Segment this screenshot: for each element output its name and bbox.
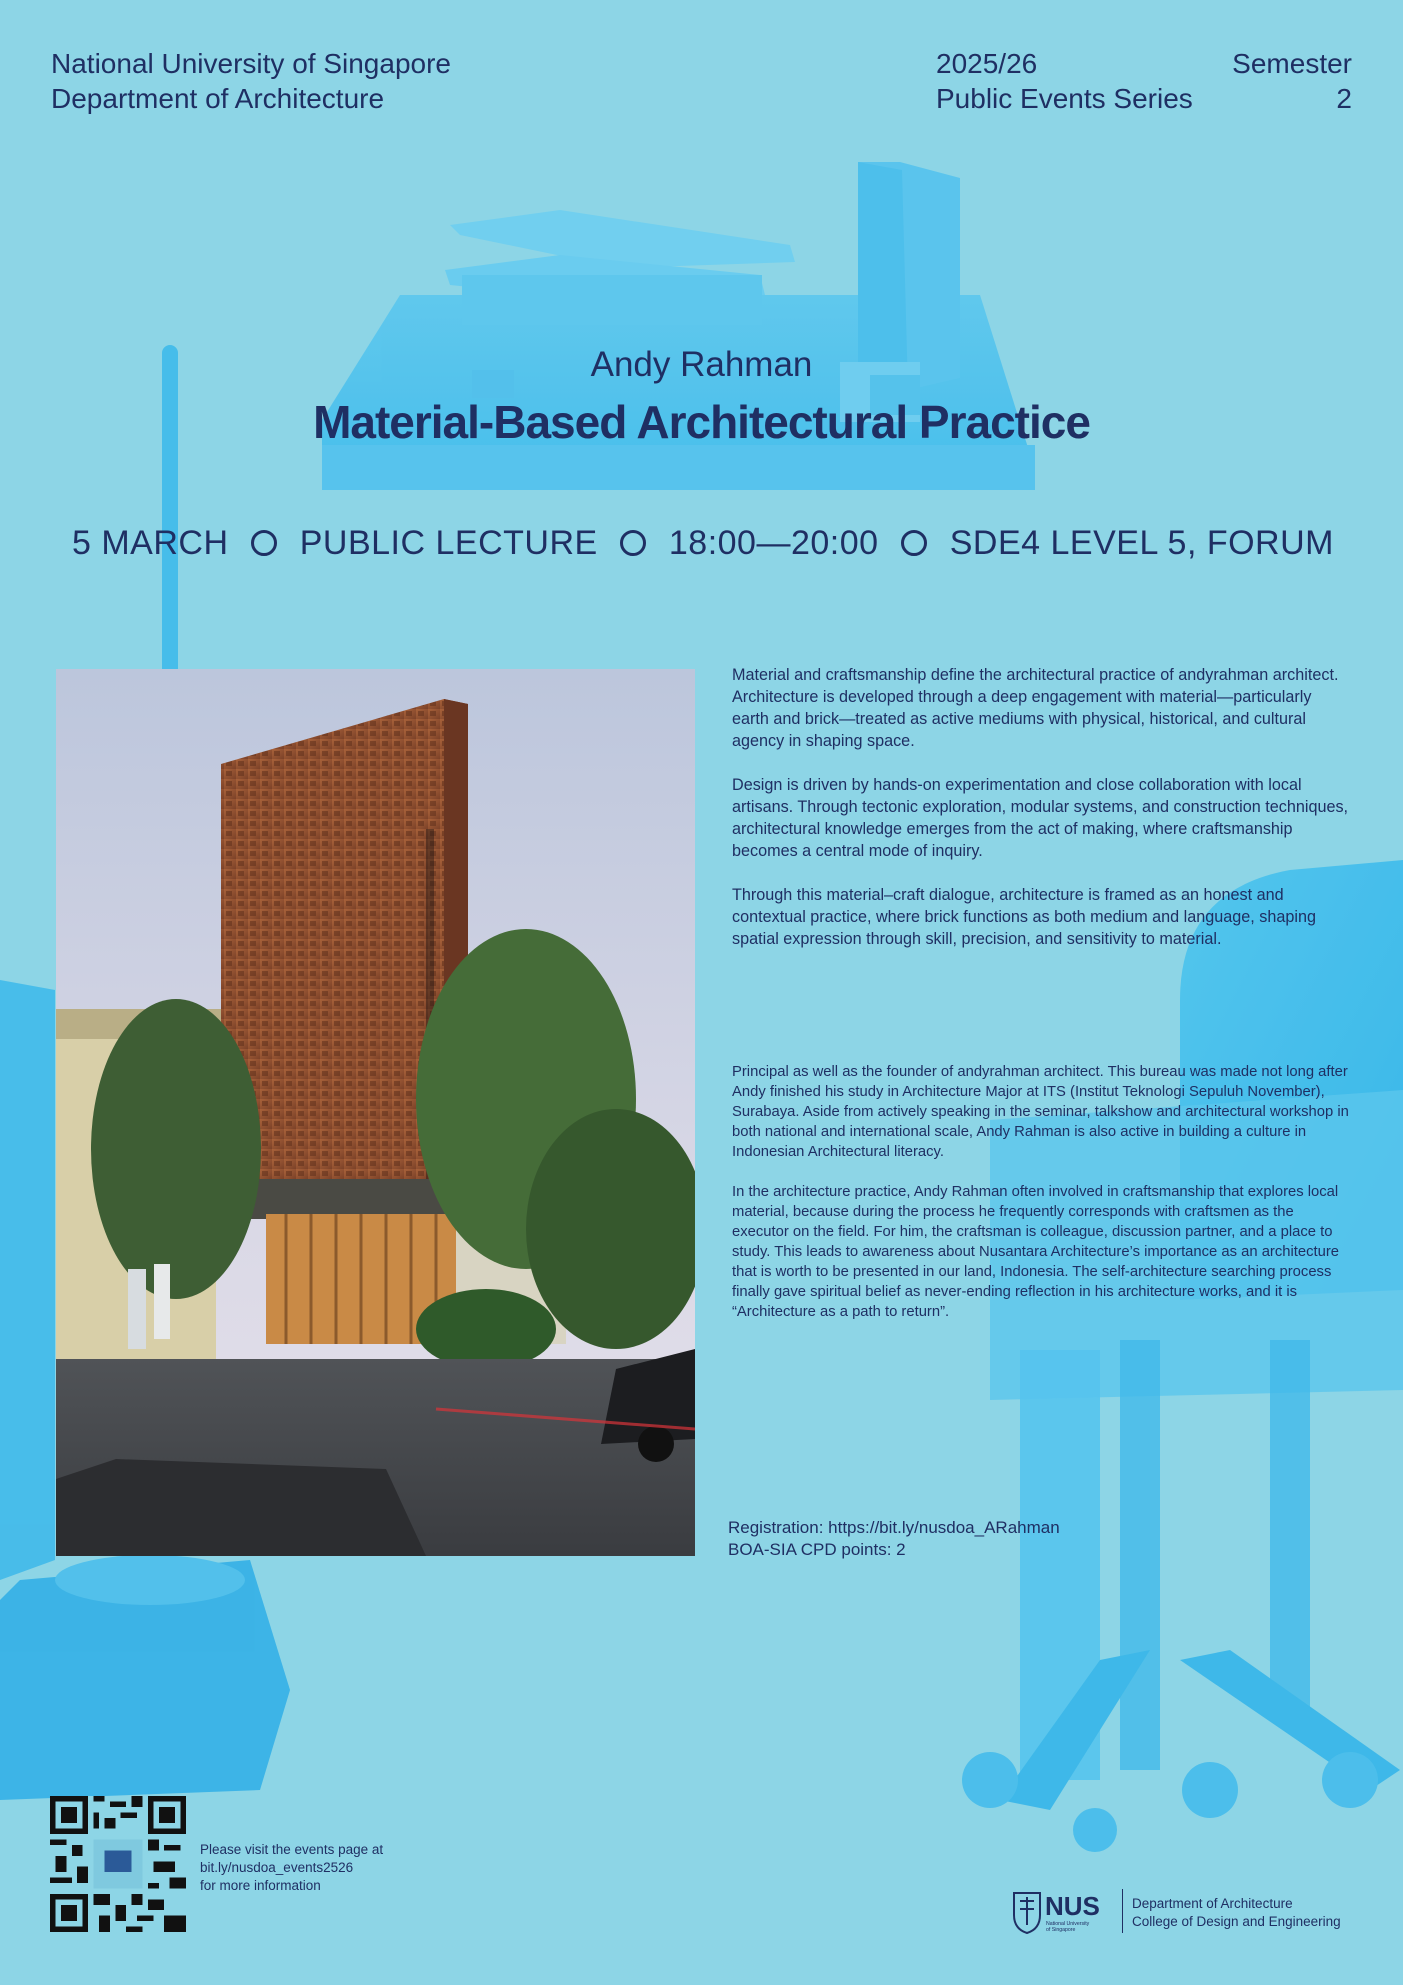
bullet-circle-icon: [901, 530, 927, 556]
description-paragraph: Design is driven by hands-on experimentation and close collaboration with local artisans. Through tectonic exploration, modular systems, and construction techniques, architectural knowledge emerges from the act of making, where craftsmanship becomes a central mode of inquiry.: [732, 776, 1349, 860]
events-page-line: for more information: [200, 1878, 321, 1893]
nus-logo-text: NUS: [1045, 1891, 1100, 1921]
event-date: 5 MARCH: [72, 523, 229, 562]
header-institution-block: [51, 46, 451, 116]
nus-crest-icon: [1012, 1887, 1112, 1935]
cpd-points: BOA-SIA CPD points: 2: [728, 1540, 906, 1559]
chair-image: [962, 860, 1403, 1852]
registration-link[interactable]: Registration: https://bit.ly/nusdoa_ARahman: [728, 1518, 1060, 1537]
speaker-biography: [732, 1062, 1352, 1342]
bullet-circle-icon: [620, 530, 646, 556]
svg-text:National University: National University: [1046, 1921, 1090, 1927]
event-info-row: [72, 518, 1334, 568]
description-paragraph: Material and craftsmanship define the architectural practice of andyrahman architect. Architecture is developed through a deep engagement with material—particularly earth and brick—treated as active mediums with physical, historical, and cultural agency in shaping space.: [732, 666, 1339, 750]
speaker-name: Andy Rahman: [590, 345, 813, 384]
footer-college: College of Design and Engineering: [1132, 1914, 1341, 1929]
events-page-link[interactable]: bit.ly/nusdoa_events2526: [200, 1860, 354, 1875]
header-semester-block: [1232, 46, 1352, 116]
events-page-line: Please visit the events page at: [200, 1842, 384, 1857]
footer-department: Department of Architecture: [1132, 1896, 1293, 1911]
event-type: PUBLIC LECTURE: [299, 523, 598, 562]
header-series-block: [936, 46, 1193, 116]
events-page-info: [200, 1841, 383, 1895]
institution-name: National University of Singapore: [51, 48, 451, 79]
description-paragraph: Through this material–craft dialogue, architecture is framed as an honest and contextual practice, where brick functions as both medium and language, shaping spatial expression through skill, precision, and sensitivity to material.: [732, 886, 1316, 948]
lecture-title: Material-Based Architectural Practice: [313, 396, 1090, 448]
department-name: Department of Architecture: [51, 83, 385, 114]
svg-text:of Singapore: of Singapore: [1046, 1927, 1076, 1933]
event-venue: SDE4 LEVEL 5, FORUM: [949, 523, 1334, 562]
bullet-circle-icon: [251, 530, 277, 556]
qr-code-icon[interactable]: [50, 1796, 186, 1932]
footer-divider: [1122, 1889, 1123, 1933]
series-name: Public Events Series: [936, 83, 1193, 114]
semester-label: Semester: [1232, 48, 1352, 79]
bio-paragraph: Principal as well as the founder of andyrahman architect. This bureau was made not long after Andy finished his study in Architecture Major at ITS (Institut Teknologi Sepuluh November), Surabaya. Aside from actively speaking in the seminar, talkshow and architectural workshop in both national and international scale, Andy Rahman is also active in building a culture in Indonesian Architectural literacy.: [732, 1064, 1349, 1160]
academic-year: 2025/26: [936, 48, 1038, 79]
semester-number: 2: [1336, 83, 1352, 114]
registration-info: [728, 1517, 1060, 1561]
event-time: 18:00—20:00: [668, 523, 879, 562]
building-photo: [56, 669, 695, 1556]
bio-paragraph: In the architecture practice, Andy Rahman often involved in craftsmanship that explores local material, because during the process he frequently corresponds with craftsmen as the executor on the field. For him, the craftsman is colleague, discussion partner, and a place to study. This leads to awareness about Nusantara Architecture’s importance as an architecture that is worth to be presented in our land, Indonesia. The self-architecture searching process finally gave spiritual belief as never-ending reflection in his architecture works, and it is “Architecture as a path to return”.: [732, 1184, 1339, 1320]
lecture-description: [732, 664, 1352, 972]
footer-department-block: [1132, 1895, 1341, 1931]
